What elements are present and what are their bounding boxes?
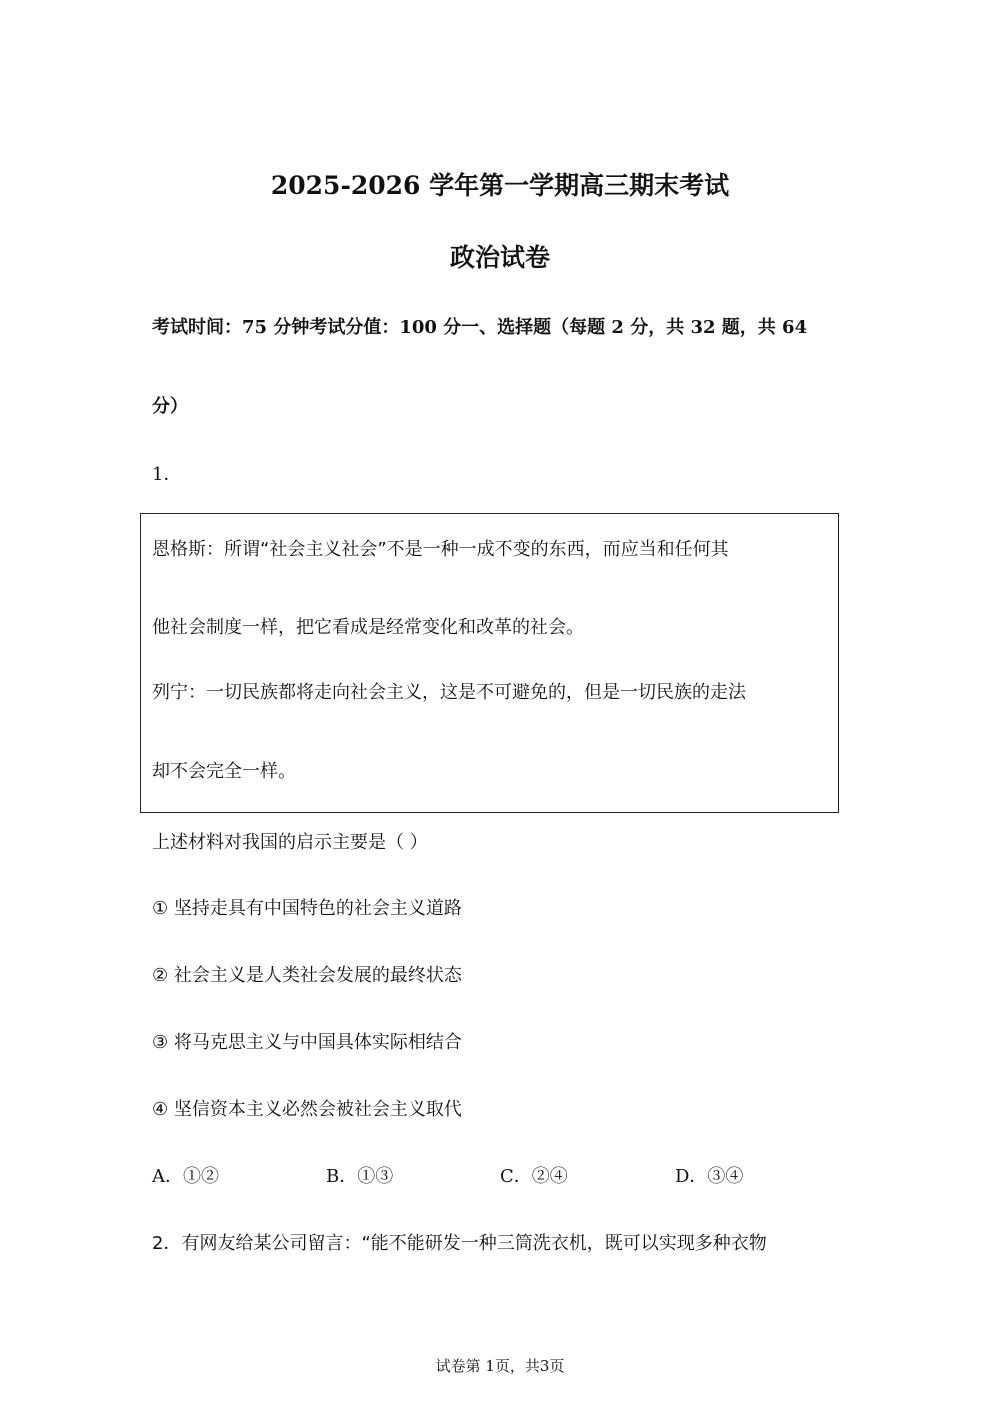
exam-title: 2025-2026 学年第一学期高三期末考试 xyxy=(270,171,730,200)
question-1-stem: 上述材料对我国的启示主要是（ ） xyxy=(152,832,428,853)
exam-info-line-2: 分） xyxy=(152,396,188,417)
exam-info-line-1: 考试时间：75 分钟考试分值：100 分一、选择题（每题 2 分，共 32 题，共 64 xyxy=(152,317,808,338)
material-line: 他社会制度一样，把它看成是经常变化和改革的社会。 xyxy=(152,617,584,638)
option-b: B．①③ xyxy=(326,1166,394,1187)
option-d: D．③④ xyxy=(675,1166,744,1187)
exam-subtitle: 政治试卷 xyxy=(449,243,550,272)
material-line: 恩格斯：所谓“社会主义社会”不是一种一成不变的东西，而应当和任何其 xyxy=(152,539,729,560)
material-line: 却不会完全一样。 xyxy=(152,761,296,782)
question-1-number: 1． xyxy=(152,464,182,485)
statement-2: ② 社会主义是人类社会发展的最终状态 xyxy=(152,965,462,986)
question-2-text: 2．有网友给某公司留言：“能不能研发一种三筒洗衣机，既可以实现多种衣物 xyxy=(152,1233,767,1254)
statement-1: ① 坚持走具有中国特色的社会主义道路 xyxy=(152,898,462,919)
statement-4: ④ 坚信资本主义必然会被社会主义取代 xyxy=(152,1099,462,1120)
material-box xyxy=(140,513,839,813)
page-footer: 试卷第 1页，共3页 xyxy=(435,1357,565,1375)
material-line: 列宁：一切民族都将走向社会主义，这是不可避免的，但是一切民族的走法 xyxy=(152,682,746,703)
statement-3: ③ 将马克思主义与中国具体实际相结合 xyxy=(152,1032,462,1053)
option-c: C．②④ xyxy=(500,1166,568,1187)
option-a: A．①② xyxy=(152,1166,219,1187)
